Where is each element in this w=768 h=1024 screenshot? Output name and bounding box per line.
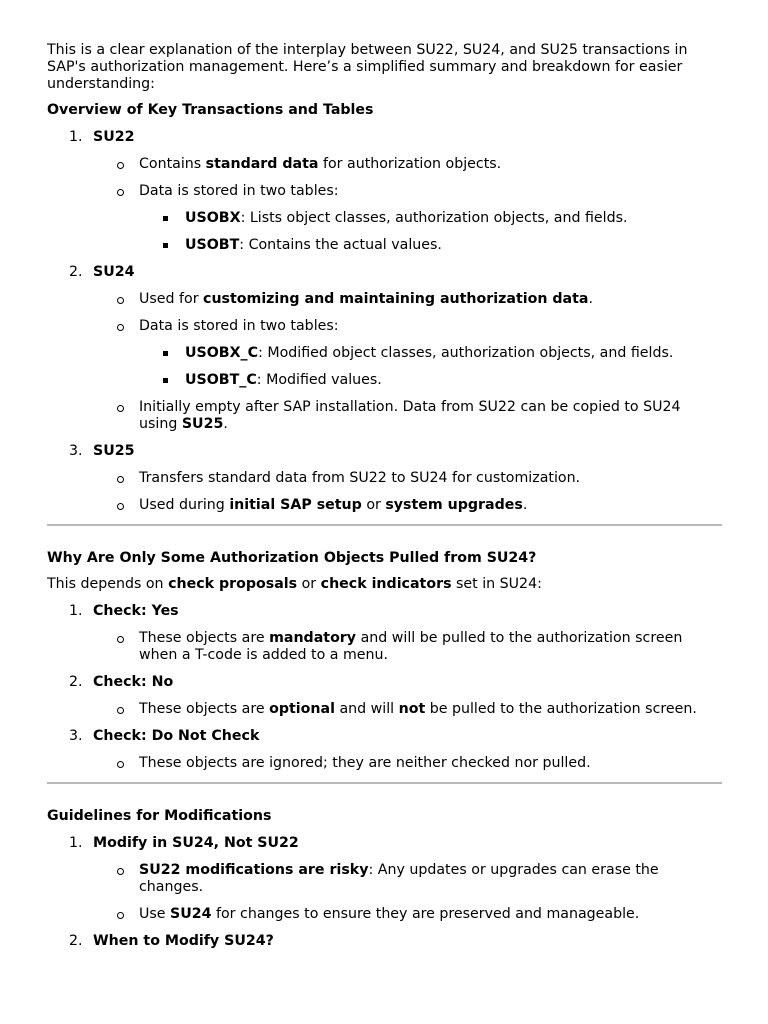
sub-item: These objects are ignored; they are neither checked nor pulled. <box>93 755 722 772</box>
sub-item: Initially empty after SAP installation. Data from SU22 can be copied to SU24 using SU25. <box>93 399 722 433</box>
intro-paragraph: This is a clear explanation of the interplay between SU22, SU24, and SU25 transactions in SAP's authorization management. Here’s a simplified summary and breakdown for easier understanding: <box>47 42 688 92</box>
sub-item: Use SU24 for changes to ensure they are preserved and manageable. <box>93 906 722 923</box>
circle-bullet-icon <box>117 476 124 483</box>
section-heading-overview: Overview of Key Transactions and Tables <box>47 102 374 118</box>
item-number: 2. <box>69 674 83 690</box>
item-title: Check: No <box>93 674 174 690</box>
item-title: SU25 <box>93 443 135 459</box>
sub-item: Data is stored in two tables: USOBX_C: Modified object classes, authorization objects, and fields. USOBT_C: Modified values. <box>93 318 722 389</box>
square-bullet-icon <box>163 378 168 383</box>
list-item-su24 <box>47 264 722 433</box>
list-item-check-yes <box>47 603 722 664</box>
square-bullet-icon <box>163 216 168 221</box>
check-indicator-list <box>47 603 722 772</box>
item-title: When to Modify SU24? <box>93 933 274 949</box>
table-item-usobx-c: USOBX_C: Modified object classes, authorization objects, and fields. <box>139 345 722 362</box>
list-item-check-do-not-check <box>47 728 722 772</box>
sub-item: Contains standard data for authorization objects. <box>93 156 722 173</box>
list-item-su22 <box>47 129 722 254</box>
item-number: 2. <box>69 933 83 949</box>
sub-list <box>93 862 722 923</box>
sub-item: SU22 modifications are risky: Any updates or upgrades can erase the changes. <box>93 862 722 896</box>
circle-bullet-icon <box>117 297 124 304</box>
table-list <box>139 345 722 389</box>
sub-list <box>93 701 722 718</box>
item-title: Check: Yes <box>93 603 179 619</box>
table-list <box>139 210 722 254</box>
sub-item: These objects are mandatory and will be pulled to the authorization screen when a T-code is added to a menu. <box>93 630 722 664</box>
circle-bullet-icon <box>117 405 124 412</box>
item-title: SU22 <box>93 129 135 145</box>
section-heading-guidelines: Guidelines for Modifications <box>47 808 272 824</box>
circle-bullet-icon <box>117 503 124 510</box>
sub-list <box>93 470 722 514</box>
su-transactions-list <box>47 129 722 514</box>
sub-list <box>93 156 722 254</box>
circle-bullet-icon <box>117 761 124 768</box>
sub-list <box>93 755 722 772</box>
square-bullet-icon <box>163 351 168 356</box>
item-number: 1. <box>69 603 83 619</box>
document-page <box>47 42 722 950</box>
sub-item: Used during initial SAP setup or system upgrades. <box>93 497 722 514</box>
list-item-su25 <box>47 443 722 514</box>
circle-bullet-icon <box>117 636 124 643</box>
sub-list <box>93 630 722 664</box>
sub-item: Used for customizing and maintaining authorization data. <box>93 291 722 308</box>
section-divider <box>47 782 722 784</box>
item-number: 3. <box>69 728 83 744</box>
list-item-when-to-modify <box>47 933 722 950</box>
table-item-usobx: USOBX: Lists object classes, authorization objects, and fields. <box>139 210 722 227</box>
circle-bullet-icon <box>117 707 124 714</box>
circle-bullet-icon <box>117 189 124 196</box>
list-item-modify-su24 <box>47 835 722 923</box>
item-number: 1. <box>69 129 83 145</box>
item-title: SU24 <box>93 264 135 280</box>
section-lead: This depends on check proposals or check indicators set in SU24: <box>47 576 542 592</box>
item-number: 3. <box>69 443 83 459</box>
sub-item: Data is stored in two tables: USOBX: Lists object classes, authorization objects, and fields. USOBT: Contains the actual values. <box>93 183 722 254</box>
sub-item: Transfers standard data from SU22 to SU24 for customization. <box>93 470 722 487</box>
section-heading-why: Why Are Only Some Authorization Objects Pulled from SU24? <box>47 550 537 566</box>
section-divider <box>47 524 722 526</box>
circle-bullet-icon <box>117 912 124 919</box>
square-bullet-icon <box>163 243 168 248</box>
item-number: 2. <box>69 264 83 280</box>
circle-bullet-icon <box>117 868 124 875</box>
table-item-usobt: USOBT: Contains the actual values. <box>139 237 722 254</box>
guidelines-list <box>47 835 722 950</box>
circle-bullet-icon <box>117 324 124 331</box>
list-item-check-no <box>47 674 722 718</box>
sub-list <box>93 291 722 433</box>
item-title: Check: Do Not Check <box>93 728 260 744</box>
table-item-usobt-c: USOBT_C: Modified values. <box>139 372 722 389</box>
circle-bullet-icon <box>117 162 124 169</box>
item-title: Modify in SU24, Not SU22 <box>93 835 299 851</box>
sub-item: These objects are optional and will not be pulled to the authorization screen. <box>93 701 722 718</box>
item-number: 1. <box>69 835 83 851</box>
